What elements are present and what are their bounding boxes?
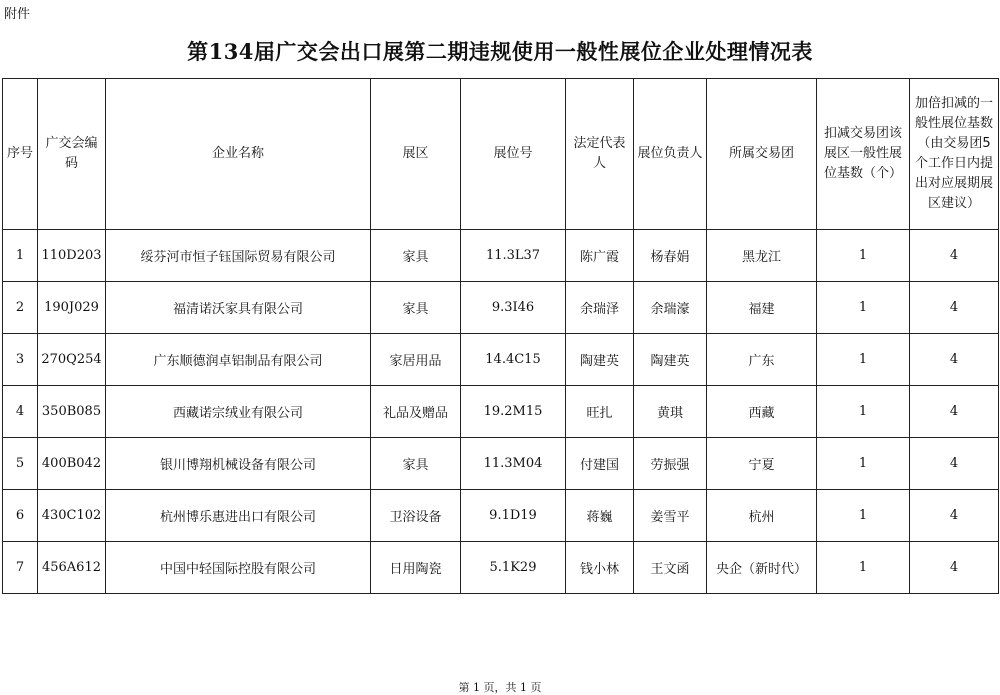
cell-double-deduction: 4 bbox=[910, 282, 999, 334]
cell-double-deduction: 4 bbox=[910, 438, 999, 490]
cell-booth-manager: 劳振强 bbox=[634, 438, 707, 490]
cell-booth-manager: 余瑞濠 bbox=[634, 282, 707, 334]
table-row bbox=[3, 334, 999, 386]
cell-booth: 11.3L37 bbox=[461, 230, 566, 282]
cell-legal-rep: 钱小林 bbox=[566, 542, 634, 594]
header-index: 序号 bbox=[3, 79, 38, 230]
cell-zone: 家居用品 bbox=[371, 334, 461, 386]
cell-delegation: 广东 bbox=[707, 334, 817, 386]
cell-company: 西藏诺宗绒业有限公司 bbox=[106, 386, 371, 438]
cell-company: 杭州博乐惠进出口有限公司 bbox=[106, 490, 371, 542]
cell-booth: 9.3I46 bbox=[461, 282, 566, 334]
cell-booth-manager: 陶建英 bbox=[634, 334, 707, 386]
cell-company: 中国中轻国际控股有限公司 bbox=[106, 542, 371, 594]
cell-index: 2 bbox=[3, 282, 38, 334]
cell-double-deduction: 4 bbox=[910, 334, 999, 386]
header-legal-rep: 法定代表人 bbox=[566, 79, 634, 230]
cell-deduction: 1 bbox=[817, 438, 910, 490]
cell-code: 190J029 bbox=[38, 282, 106, 334]
cell-booth-manager: 杨春娟 bbox=[634, 230, 707, 282]
table-row bbox=[3, 490, 999, 542]
cell-code: 430C102 bbox=[38, 490, 106, 542]
cell-company: 银川博翔机械设备有限公司 bbox=[106, 438, 371, 490]
cell-deduction: 1 bbox=[817, 542, 910, 594]
table-row bbox=[3, 542, 999, 594]
cell-booth: 19.2M15 bbox=[461, 386, 566, 438]
table-header-row bbox=[3, 79, 999, 230]
cell-zone: 家具 bbox=[371, 230, 461, 282]
cell-booth-manager: 姜雪平 bbox=[634, 490, 707, 542]
cell-double-deduction: 4 bbox=[910, 542, 999, 594]
cell-legal-rep: 余瑞泽 bbox=[566, 282, 634, 334]
cell-index: 7 bbox=[3, 542, 38, 594]
table-row bbox=[3, 282, 999, 334]
cell-deduction: 1 bbox=[817, 282, 910, 334]
table-row bbox=[3, 230, 999, 282]
table-row bbox=[3, 386, 999, 438]
cell-index: 5 bbox=[3, 438, 38, 490]
cell-double-deduction: 4 bbox=[910, 386, 999, 438]
cell-legal-rep: 蒋巍 bbox=[566, 490, 634, 542]
cell-booth: 11.3M04 bbox=[461, 438, 566, 490]
cell-zone: 卫浴设备 bbox=[371, 490, 461, 542]
header-booth-manager: 展位负责人 bbox=[634, 79, 707, 230]
header-company: 企业名称 bbox=[106, 79, 371, 230]
violation-table bbox=[2, 78, 999, 594]
cell-index: 3 bbox=[3, 334, 38, 386]
cell-company: 绥芬河市恒子钰国际贸易有限公司 bbox=[106, 230, 371, 282]
table-row bbox=[3, 438, 999, 490]
cell-legal-rep: 旺扎 bbox=[566, 386, 634, 438]
cell-deduction: 1 bbox=[817, 490, 910, 542]
page-footer: 第 1 页，共 1 页 bbox=[458, 681, 542, 694]
header-code: 广交会编码 bbox=[38, 79, 106, 230]
cell-index: 6 bbox=[3, 490, 38, 542]
cell-code: 400B042 bbox=[38, 438, 106, 490]
cell-index: 4 bbox=[3, 386, 38, 438]
cell-delegation: 杭州 bbox=[707, 490, 817, 542]
cell-booth: 14.4C15 bbox=[461, 334, 566, 386]
attachment-label: 附件 bbox=[4, 7, 31, 22]
page-title: 第134届广交会出口展第二期违规使用一般性展位企业处理情况表 bbox=[187, 39, 813, 64]
table-body bbox=[3, 230, 999, 594]
header-booth: 展位号 bbox=[461, 79, 566, 230]
cell-delegation: 央企（新时代） bbox=[707, 542, 817, 594]
cell-deduction: 1 bbox=[817, 334, 910, 386]
header-deduction: 扣减交易团该展区一般性展位基数（个） bbox=[817, 79, 910, 230]
header-double-deduction: 加倍扣减的一般性展位基数（由交易团5个工作日内提出对应展期展区建议） bbox=[910, 79, 999, 230]
cell-index: 1 bbox=[3, 230, 38, 282]
cell-legal-rep: 付建国 bbox=[566, 438, 634, 490]
cell-zone: 日用陶瓷 bbox=[371, 542, 461, 594]
cell-zone: 礼品及赠品 bbox=[371, 386, 461, 438]
cell-double-deduction: 4 bbox=[910, 230, 999, 282]
header-zone: 展区 bbox=[371, 79, 461, 230]
header-delegation: 所属交易团 bbox=[707, 79, 817, 230]
cell-double-deduction: 4 bbox=[910, 490, 999, 542]
cell-code: 456A612 bbox=[38, 542, 106, 594]
cell-code: 270Q254 bbox=[38, 334, 106, 386]
cell-company: 广东顺德润卓铝制品有限公司 bbox=[106, 334, 371, 386]
cell-booth: 5.1K29 bbox=[461, 542, 566, 594]
cell-delegation: 宁夏 bbox=[707, 438, 817, 490]
cell-booth: 9.1D19 bbox=[461, 490, 566, 542]
cell-delegation: 黑龙江 bbox=[707, 230, 817, 282]
cell-company: 福清诺沃家具有限公司 bbox=[106, 282, 371, 334]
cell-zone: 家具 bbox=[371, 282, 461, 334]
cell-booth-manager: 王文函 bbox=[634, 542, 707, 594]
cell-delegation: 福建 bbox=[707, 282, 817, 334]
cell-code: 110D203 bbox=[38, 230, 106, 282]
cell-deduction: 1 bbox=[817, 386, 910, 438]
cell-booth-manager: 黄琪 bbox=[634, 386, 707, 438]
cell-legal-rep: 陶建英 bbox=[566, 334, 634, 386]
cell-code: 350B085 bbox=[38, 386, 106, 438]
cell-delegation: 西藏 bbox=[707, 386, 817, 438]
cell-zone: 家具 bbox=[371, 438, 461, 490]
cell-legal-rep: 陈广霞 bbox=[566, 230, 634, 282]
cell-deduction: 1 bbox=[817, 230, 910, 282]
